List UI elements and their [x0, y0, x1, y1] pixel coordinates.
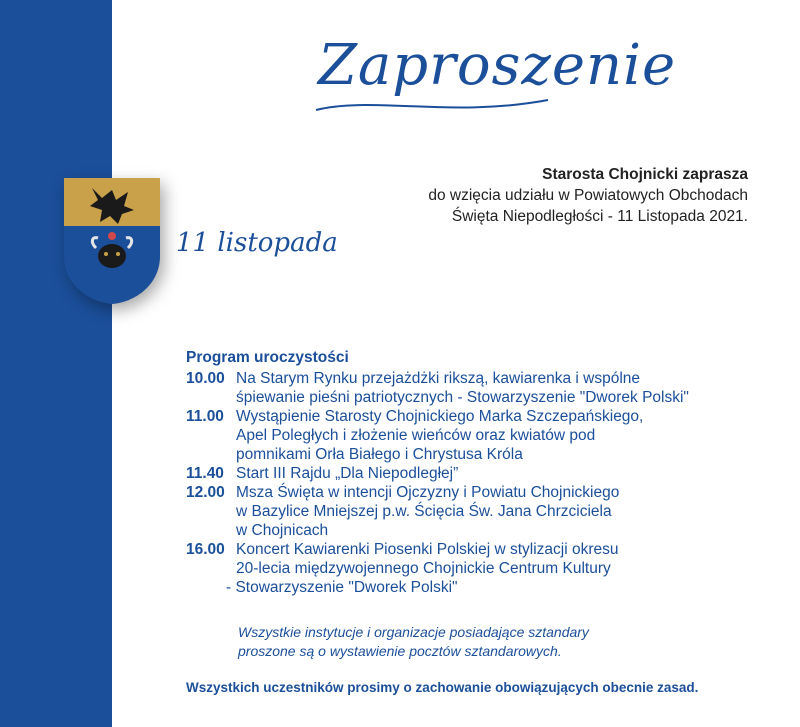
program-item-time: 16.00 — [186, 541, 225, 558]
left-blue-band — [0, 0, 112, 727]
program-item — [186, 464, 786, 483]
program-item-time: 10.00 — [186, 370, 225, 387]
note-line-1: Wszystkie instytucje i organizacje posiadające sztandary — [238, 624, 589, 640]
program-title: Program uroczystości — [186, 349, 349, 366]
note-text — [238, 623, 589, 661]
program-item-line: w Chojnicach — [236, 522, 329, 539]
program-item-line: Koncert Kawiarenki Piosenki Polskiej w stylizacji okresu — [236, 541, 619, 558]
note-line-2: proszone są o wystawienie pocztów sztandarowych. — [238, 643, 562, 659]
invitation-text — [428, 164, 748, 227]
program-item-line: w Bazylice Mniejszej p.w. Ścięcia Św. Jana Chrzciciela — [236, 503, 612, 520]
program-item-time: 11.40 — [186, 465, 224, 482]
program-item-line: Msza Święta w intencji Ojczyzny i Powiatu Chojnickiego — [236, 484, 620, 501]
date-script: 11 listopada — [176, 228, 338, 258]
program-item-time: 11.00 — [186, 408, 224, 425]
invitation-line-1: Starosta Chojnicki zaprasza — [542, 166, 748, 183]
program-item-line: śpiewanie pieśni patriotycznych - Stowarzyszenie "Dworek Polski" — [236, 389, 689, 406]
title-swash-decoration — [312, 92, 552, 116]
closing-text: Wszystkich uczestników prosimy o zachowanie obowiązujących obecnie zasad. — [186, 680, 699, 695]
program-item-line: Start III Rajdu „Dla Niepodległej” — [236, 465, 459, 482]
program-item-continuation — [226, 578, 786, 597]
program-item — [186, 483, 786, 540]
coat-of-arms-icon — [62, 176, 162, 306]
program-item — [186, 540, 786, 578]
invitation-line-2: do wzięcia udziału w Powiatowych Obchodach — [428, 187, 748, 204]
program-item-time: 12.00 — [186, 484, 225, 501]
program-item — [186, 407, 786, 464]
program-section — [186, 349, 786, 597]
program-item-line: pomnikami Orła Białego i Chrystusa Króla — [236, 446, 523, 463]
program-item-line: Na Starym Rynku przejażdżki rikszą, kawiarenka i wspólne — [236, 370, 641, 387]
invitation-line-3: Święta Niepodległości - 11 Listopada 2021. — [451, 208, 748, 225]
program-item-line: - Stowarzyszenie "Dworek Polski" — [226, 579, 458, 596]
program-item-line: Apel Poległych i złożenie wieńców oraz kwiatów pod — [236, 427, 596, 444]
program-item — [186, 369, 786, 407]
page-title: Zaproszenie — [318, 33, 677, 98]
program-item-line: 20-lecia międzywojennego Chojnickie Centrum Kultury — [236, 560, 611, 577]
program-item-line: Wystąpienie Starosty Chojnickiego Marka Szczepańskiego, — [236, 408, 644, 425]
